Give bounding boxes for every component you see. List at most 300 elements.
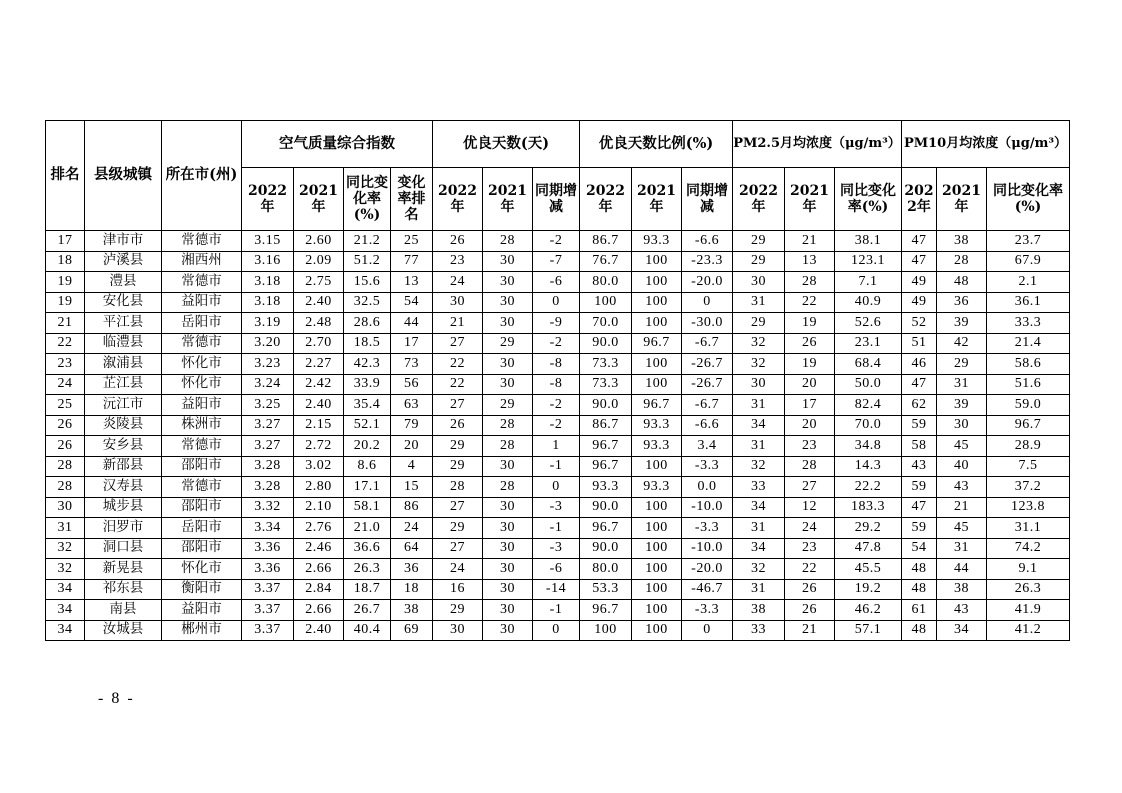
- table-cell: 183.3: [835, 497, 902, 518]
- table-cell: 湘西州: [162, 251, 242, 272]
- table-cell: 30: [483, 313, 533, 334]
- table-cell: 常德市: [162, 231, 242, 252]
- table-cell: 衡阳市: [162, 579, 242, 600]
- table-cell: 73: [391, 354, 433, 375]
- table-cell: 19: [46, 292, 85, 313]
- table-cell: 3.34: [242, 518, 294, 539]
- table-cell: 邵阳市: [162, 497, 242, 518]
- table-cell: 80.0: [580, 272, 632, 293]
- table-cell: 67.9: [987, 251, 1070, 272]
- table-cell: 45.5: [835, 559, 902, 580]
- table-cell: 70.0: [835, 415, 902, 436]
- table-cell: 0: [533, 292, 580, 313]
- table-cell: 37.2: [987, 477, 1070, 498]
- table-cell: 30: [733, 374, 785, 395]
- table-row: [46, 559, 1070, 580]
- table-cell: 86.7: [580, 231, 632, 252]
- table-cell: 22: [433, 374, 483, 395]
- table-cell: 30: [483, 538, 533, 559]
- table-row: [46, 395, 1070, 416]
- table-cell: 26: [785, 600, 835, 621]
- table-cell: 54: [391, 292, 433, 313]
- table-cell: 30: [483, 272, 533, 293]
- table-cell: 常德市: [162, 477, 242, 498]
- table-cell: 100: [632, 374, 682, 395]
- table-cell: -3.3: [682, 518, 733, 539]
- table-cell: 28: [785, 272, 835, 293]
- table-cell: 96.7: [987, 415, 1070, 436]
- table-cell: 益阳市: [162, 395, 242, 416]
- table-cell: 26: [46, 415, 85, 436]
- table-cell: 26.3: [344, 559, 391, 580]
- table-cell: 怀化市: [162, 374, 242, 395]
- table-cell: 2.76: [294, 518, 344, 539]
- table-row: [46, 600, 1070, 621]
- table-cell: 28: [483, 477, 533, 498]
- table-cell: 100: [632, 456, 682, 477]
- table-cell: 2.40: [294, 395, 344, 416]
- table-cell: 49: [902, 292, 937, 313]
- table-cell: 2.15: [294, 415, 344, 436]
- table-cell: 24: [391, 518, 433, 539]
- table-cell: 36: [937, 292, 987, 313]
- table-cell: 3.28: [242, 456, 294, 477]
- table-cell: 100: [632, 313, 682, 334]
- table-cell: 86.7: [580, 415, 632, 436]
- table-cell: 100: [632, 497, 682, 518]
- table-cell: 澧县: [85, 272, 162, 293]
- table-cell: 15: [391, 477, 433, 498]
- table-cell: 3.23: [242, 354, 294, 375]
- table-cell: 36: [391, 559, 433, 580]
- table-cell: -6.7: [682, 333, 733, 354]
- table-cell: 2.70: [294, 333, 344, 354]
- table-cell: 62: [902, 395, 937, 416]
- table-cell: 31: [733, 436, 785, 457]
- table-cell: 33: [733, 620, 785, 641]
- table-cell: 100: [632, 559, 682, 580]
- table-row: [46, 579, 1070, 600]
- table-cell: 临澧县: [85, 333, 162, 354]
- header-good-days-group: 优良天数(天): [433, 121, 580, 168]
- table-cell: 29: [433, 456, 483, 477]
- table-cell: 58.1: [344, 497, 391, 518]
- table-cell: 18: [391, 579, 433, 600]
- table-cell: -6.6: [682, 415, 733, 436]
- table-cell: 30: [483, 600, 533, 621]
- table-cell: -2: [533, 395, 580, 416]
- table-cell: 73.3: [580, 354, 632, 375]
- table-cell: 40.9: [835, 292, 902, 313]
- table-cell: 3.28: [242, 477, 294, 498]
- table-cell: 21.4: [987, 333, 1070, 354]
- table-cell: 17: [785, 395, 835, 416]
- table-cell: 38.1: [835, 231, 902, 252]
- table-cell: 26.7: [344, 600, 391, 621]
- header-county: 县级城镇: [85, 121, 162, 231]
- table-cell: 42.3: [344, 354, 391, 375]
- table-cell: 8.6: [344, 456, 391, 477]
- table-cell: 邵阳市: [162, 456, 242, 477]
- table-row: [46, 231, 1070, 252]
- table-cell: 53.3: [580, 579, 632, 600]
- table-cell: 100: [632, 620, 682, 641]
- table-cell: 23.1: [835, 333, 902, 354]
- table-cell: -10.0: [682, 497, 733, 518]
- header-rank: 排名: [46, 121, 85, 231]
- table-cell: 54: [902, 538, 937, 559]
- table-cell: 27: [433, 395, 483, 416]
- table-cell: 3.19: [242, 313, 294, 334]
- table-cell: 100: [632, 579, 682, 600]
- table-cell: 2.48: [294, 313, 344, 334]
- table-cell: 2.84: [294, 579, 344, 600]
- table-cell: 49: [902, 272, 937, 293]
- table-cell: 3.27: [242, 415, 294, 436]
- table-cell: 30: [433, 292, 483, 313]
- table-cell: 29: [937, 354, 987, 375]
- table-cell: 35.4: [344, 395, 391, 416]
- table-cell: 42: [937, 333, 987, 354]
- header-good-ratio-2022: 2022年: [580, 168, 632, 231]
- table-cell: 47: [902, 231, 937, 252]
- table-cell: 22.2: [835, 477, 902, 498]
- header-aqi-2022: 2022年: [242, 168, 294, 231]
- table-cell: -30.0: [682, 313, 733, 334]
- table-cell: 43: [937, 600, 987, 621]
- table-cell: 48: [902, 579, 937, 600]
- table-cell: 33.3: [987, 313, 1070, 334]
- table-cell: 52.1: [344, 415, 391, 436]
- table-cell: 岳阳市: [162, 518, 242, 539]
- table-cell: 30: [483, 456, 533, 477]
- table-cell: -20.0: [682, 559, 733, 580]
- table-cell: 30: [937, 415, 987, 436]
- table-cell: 61: [902, 600, 937, 621]
- table-cell: 16: [433, 579, 483, 600]
- table-cell: 30: [483, 251, 533, 272]
- table-cell: 3.4: [682, 436, 733, 457]
- table-cell: 73.3: [580, 374, 632, 395]
- table-cell: 34: [733, 497, 785, 518]
- table-cell: 93.3: [632, 415, 682, 436]
- table-cell: 23: [433, 251, 483, 272]
- table-cell: 30: [483, 374, 533, 395]
- table-cell: 82.4: [835, 395, 902, 416]
- table-cell: 怀化市: [162, 559, 242, 580]
- table-cell: 47: [902, 251, 937, 272]
- table-cell: 96.7: [632, 395, 682, 416]
- table-cell: 2.1: [987, 272, 1070, 293]
- table-body: [46, 231, 1070, 641]
- table-cell: 69: [391, 620, 433, 641]
- table-cell: 3.36: [242, 538, 294, 559]
- air-quality-table: [45, 120, 1070, 641]
- table-row: [46, 292, 1070, 313]
- table-cell: 3.32: [242, 497, 294, 518]
- table-cell: 2.66: [294, 559, 344, 580]
- table-cell: 93.3: [580, 477, 632, 498]
- table-cell: 30: [483, 292, 533, 313]
- table-cell: -3.3: [682, 456, 733, 477]
- table-cell: 2.66: [294, 600, 344, 621]
- table-cell: 32: [46, 559, 85, 580]
- table-cell: 2.40: [294, 292, 344, 313]
- table-cell: 0: [682, 620, 733, 641]
- table-cell: -10.0: [682, 538, 733, 559]
- table-cell: 34: [46, 620, 85, 641]
- table-cell: 2.72: [294, 436, 344, 457]
- table-cell: 34: [46, 600, 85, 621]
- table-cell: 93.3: [632, 477, 682, 498]
- table-cell: 123.1: [835, 251, 902, 272]
- table-cell: 3.37: [242, 600, 294, 621]
- table-cell: -6: [533, 559, 580, 580]
- table-cell: 新晃县: [85, 559, 162, 580]
- table-cell: 岳阳市: [162, 313, 242, 334]
- table-cell: 43: [937, 477, 987, 498]
- table-cell: 100: [632, 272, 682, 293]
- table-cell: 24: [46, 374, 85, 395]
- table-cell: -8: [533, 354, 580, 375]
- table-cell: 0: [533, 620, 580, 641]
- table-cell: -9: [533, 313, 580, 334]
- table-cell: 芷江县: [85, 374, 162, 395]
- table-cell: 31: [733, 292, 785, 313]
- table-cell: 90.0: [580, 497, 632, 518]
- table-cell: 26: [46, 436, 85, 457]
- table-cell: 31: [937, 374, 987, 395]
- table-cell: 29: [433, 518, 483, 539]
- table-cell: 南县: [85, 600, 162, 621]
- table-cell: 平江县: [85, 313, 162, 334]
- table-cell: 30: [433, 620, 483, 641]
- table-cell: 51.2: [344, 251, 391, 272]
- table-cell: 22: [785, 292, 835, 313]
- table-cell: 79: [391, 415, 433, 436]
- table-row: [46, 620, 1070, 641]
- table-cell: 3.36: [242, 559, 294, 580]
- table-cell: 59.0: [987, 395, 1070, 416]
- table-cell: 46: [902, 354, 937, 375]
- table-cell: 3.16: [242, 251, 294, 272]
- table-cell: 39: [937, 313, 987, 334]
- table-cell: 20: [785, 415, 835, 436]
- table-cell: 20: [785, 374, 835, 395]
- table-cell: 45: [937, 436, 987, 457]
- table-cell: 24: [433, 272, 483, 293]
- header-pm25-group: PM2.5月均浓度（μg/m³）: [733, 121, 902, 168]
- table-cell: 21.0: [344, 518, 391, 539]
- table-cell: 郴州市: [162, 620, 242, 641]
- header-aqi-change-rate: 同比变化率(%): [344, 168, 391, 231]
- table-cell: 29: [483, 395, 533, 416]
- table-cell: 40: [937, 456, 987, 477]
- table-cell: 56: [391, 374, 433, 395]
- table-cell: 26.3: [987, 579, 1070, 600]
- table-cell: 100: [632, 292, 682, 313]
- table-cell: 28: [785, 456, 835, 477]
- table-cell: 96.7: [580, 600, 632, 621]
- header-good-days-change: 同期增减: [533, 168, 580, 231]
- table-cell: 93.3: [632, 436, 682, 457]
- table-cell: 沅江市: [85, 395, 162, 416]
- table-cell: 19: [46, 272, 85, 293]
- table-cell: 2.27: [294, 354, 344, 375]
- table-row: [46, 313, 1070, 334]
- table-cell: 益阳市: [162, 292, 242, 313]
- table-cell: 29: [733, 313, 785, 334]
- table-cell: -1: [533, 600, 580, 621]
- table-cell: 34: [46, 579, 85, 600]
- table-cell: 7.1: [835, 272, 902, 293]
- table-cell: 32: [46, 538, 85, 559]
- table-cell: -3: [533, 538, 580, 559]
- table-cell: 59: [902, 415, 937, 436]
- table-cell: 100: [632, 251, 682, 272]
- table-cell: 38: [391, 600, 433, 621]
- table-cell: 96.7: [580, 456, 632, 477]
- header-good-ratio-change: 同期增减: [682, 168, 733, 231]
- table-cell: 安化县: [85, 292, 162, 313]
- table-cell: 安乡县: [85, 436, 162, 457]
- table-cell: 48: [902, 620, 937, 641]
- table-cell: 汨罗市: [85, 518, 162, 539]
- table-cell: 31: [937, 538, 987, 559]
- table-cell: 常德市: [162, 333, 242, 354]
- table-cell: 47: [902, 374, 937, 395]
- page-number: - 8 -: [98, 690, 135, 707]
- table-cell: 29: [733, 251, 785, 272]
- header-city: 所在市(州): [162, 121, 242, 231]
- table-cell: 58.6: [987, 354, 1070, 375]
- table-cell: 30: [483, 518, 533, 539]
- table-cell: 52.6: [835, 313, 902, 334]
- table-cell: 28: [46, 456, 85, 477]
- table-cell: 18.5: [344, 333, 391, 354]
- table-cell: 20: [391, 436, 433, 457]
- table-cell: 47: [902, 497, 937, 518]
- table-cell: 26: [433, 415, 483, 436]
- table-cell: 22: [46, 333, 85, 354]
- table-cell: 29.2: [835, 518, 902, 539]
- table-row: [46, 518, 1070, 539]
- table-cell: 29: [733, 231, 785, 252]
- table-cell: 100: [632, 600, 682, 621]
- table-cell: 怀化市: [162, 354, 242, 375]
- table-row: [46, 497, 1070, 518]
- table-cell: 21: [937, 497, 987, 518]
- table-cell: 32: [733, 333, 785, 354]
- table-cell: -2: [533, 415, 580, 436]
- header-aqi-group: 空气质量综合指数: [242, 121, 433, 168]
- table-cell: 9.1: [987, 559, 1070, 580]
- header-good-days-2021: 2021年: [483, 168, 533, 231]
- table-cell: -2: [533, 231, 580, 252]
- table-cell: -3: [533, 497, 580, 518]
- table-cell: 31: [733, 579, 785, 600]
- table-cell: 38: [733, 600, 785, 621]
- table-cell: 19: [785, 354, 835, 375]
- table-cell: 40.4: [344, 620, 391, 641]
- table-cell: 21: [785, 620, 835, 641]
- table-cell: 123.8: [987, 497, 1070, 518]
- table-cell: 59: [902, 518, 937, 539]
- header-pm10-2021: 2021年: [937, 168, 987, 231]
- table-cell: 汉寿县: [85, 477, 162, 498]
- table-cell: 23: [46, 354, 85, 375]
- header-pm10-2022: 2022年: [902, 168, 937, 231]
- table-cell: 汝城县: [85, 620, 162, 641]
- table-cell: 43: [902, 456, 937, 477]
- table-cell: 27: [785, 477, 835, 498]
- table-cell: 51.6: [987, 374, 1070, 395]
- table-cell: 19.2: [835, 579, 902, 600]
- table-cell: -1: [533, 456, 580, 477]
- table-cell: 溆浦县: [85, 354, 162, 375]
- table-row: [46, 354, 1070, 375]
- table-row: [46, 477, 1070, 498]
- table-cell: 29: [433, 436, 483, 457]
- table-cell: 29: [433, 600, 483, 621]
- table-cell: 2.75: [294, 272, 344, 293]
- table-cell: 24: [785, 518, 835, 539]
- table-cell: 90.0: [580, 333, 632, 354]
- table-cell: 34.8: [835, 436, 902, 457]
- table-cell: 常德市: [162, 272, 242, 293]
- table-cell: 22: [785, 559, 835, 580]
- table-cell: 48: [902, 559, 937, 580]
- table-cell: -6: [533, 272, 580, 293]
- table-cell: 0: [533, 477, 580, 498]
- table-cell: 30: [483, 497, 533, 518]
- table-cell: 23.7: [987, 231, 1070, 252]
- table-cell: 76.7: [580, 251, 632, 272]
- table-row: [46, 272, 1070, 293]
- table-cell: -26.7: [682, 354, 733, 375]
- table-cell: -26.7: [682, 374, 733, 395]
- table-cell: 21: [433, 313, 483, 334]
- table-cell: 27: [433, 497, 483, 518]
- table-cell: 2.10: [294, 497, 344, 518]
- table-cell: 3.18: [242, 272, 294, 293]
- table-cell: 0: [682, 292, 733, 313]
- table-cell: 34: [937, 620, 987, 641]
- table-cell: 100: [580, 292, 632, 313]
- table-cell: 17.1: [344, 477, 391, 498]
- table-cell: 51: [902, 333, 937, 354]
- table-cell: 24: [433, 559, 483, 580]
- table-cell: 32.5: [344, 292, 391, 313]
- header-good-days-2022: 2022年: [433, 168, 483, 231]
- table-cell: 20.2: [344, 436, 391, 457]
- table-cell: 26: [433, 231, 483, 252]
- table-cell: 洞口县: [85, 538, 162, 559]
- table-cell: -20.0: [682, 272, 733, 293]
- table-cell: 2.09: [294, 251, 344, 272]
- table-cell: 33: [733, 477, 785, 498]
- table-cell: 96.7: [580, 518, 632, 539]
- table-cell: 68.4: [835, 354, 902, 375]
- table-cell: 3.18: [242, 292, 294, 313]
- table-cell: 36.1: [987, 292, 1070, 313]
- table-cell: -46.7: [682, 579, 733, 600]
- table-cell: 21.2: [344, 231, 391, 252]
- table-cell: 44: [937, 559, 987, 580]
- table-cell: 41.9: [987, 600, 1070, 621]
- table-cell: 28.9: [987, 436, 1070, 457]
- header-good-ratio-group: 优良天数比例(%): [580, 121, 733, 168]
